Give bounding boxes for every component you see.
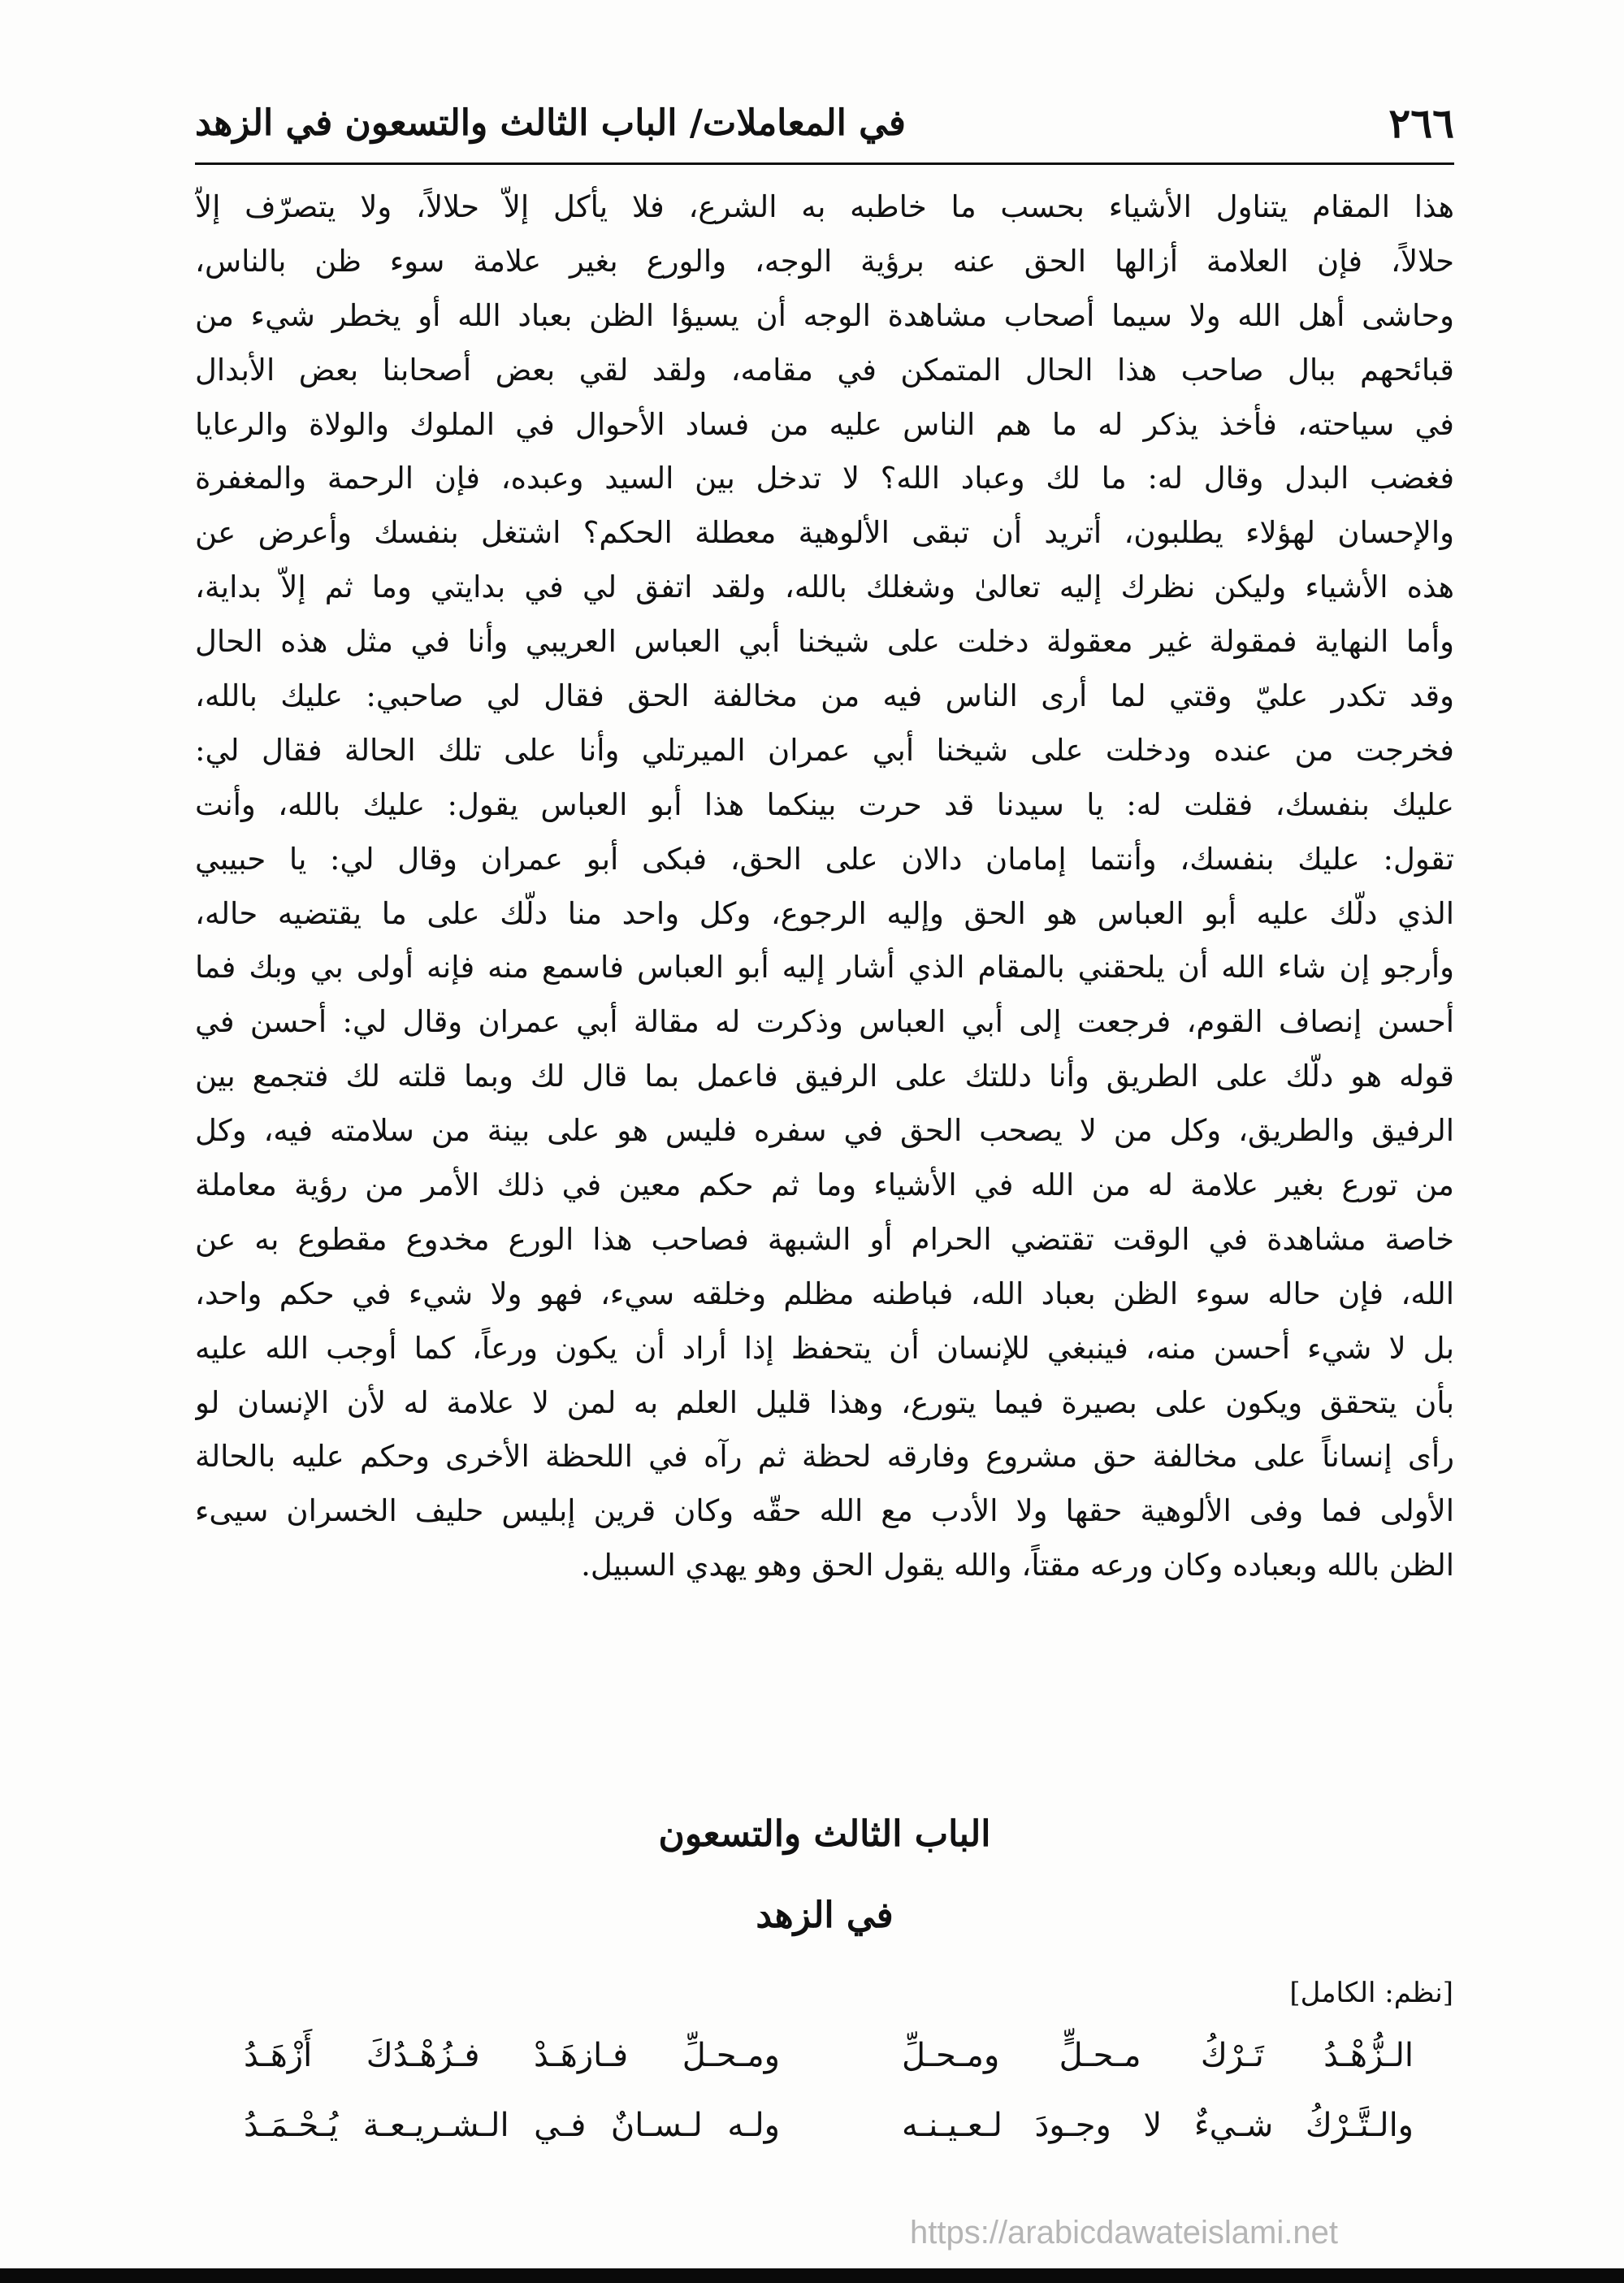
poem-verse xyxy=(195,2023,1454,2093)
poem-verse xyxy=(195,2093,1454,2163)
text-line: قوله هو دلّك على الطريق وأنا دللتك على الرفيق فاعمل بما قال لك وبما قلته لك فتجمع بين xyxy=(195,1059,1454,1094)
text-line: رأى إنساناً على مخالفة حق مشروع وفارقه لحظة ثم رآه في اللحظة الأخرى وحكم عليه بالحالة xyxy=(195,1439,1454,1475)
text-line: تقول: عليك بنفسك، وأنتما إمامان دالان على الحق، فبكى أبو عمران وقال لي: يا حبيبي xyxy=(195,841,1454,877)
verse-first-hemistich: الـزُّهْـدُ تَـرْكُ مـحـلٍّ ومـحـلِّ xyxy=(902,2037,1414,2074)
verse-first-hemistich: والـتَّـرْكُ شـيءٌ لا وجـودَ لـعـيـنـه xyxy=(902,2107,1414,2144)
text-line: الذي دلّك عليه أبو العباس هو الحق وإليه الرجوع، وكل واحد منا دلّك على ما يقتضيه حاله، xyxy=(195,895,1454,931)
text-line: حلالاً، فإن العلامة أزالها الحق عنه برؤية الوجه، والورع بغير علامة سوء ظن بالناس، xyxy=(195,243,1454,279)
text-line: وحاشى أهل الله ولا سيما أصحاب مشاهدة الوجه أن يسيؤا الظن بعباد الله أو يخطر شيء من xyxy=(195,297,1454,333)
watermark-url: https://arabicdawateislami.net xyxy=(910,2215,1338,2251)
header-rule xyxy=(195,162,1454,165)
text-line: هذه الأشياء وليكن نظرك إليه تعالىٰ وشغلك بالله، ولقد اتفق لي في بدايتي وما ثم إلاّ بداية، xyxy=(195,570,1454,605)
text-line: خاصة مشاهدة في الوقت تقتضي الحرام أو الشبهة فصاحب هذا الورع مخدوع مقطوع به عن xyxy=(195,1221,1454,1257)
text-line: بأن يتحقق ويكون على بصيرة فيما يتورع، وهذا قليل العلم به لمن لا علامة له لأن الإنسان لو xyxy=(195,1384,1454,1420)
text-line: فخرجت من عنده ودخلت على شيخنا أبي عمران الميرتلي وأنا على تلك الحالة فقال لي: xyxy=(195,732,1454,768)
text-line: الأولى فما وفى الألوهية حقها ولا الأدب مع الله حقّه وكان قرين إبليس حليف الخسران سيىء xyxy=(195,1493,1454,1529)
page-number: ٢٦٦ xyxy=(1388,99,1454,147)
text-line: والإحسان لهؤلاء يطلبون، أتريد أن تبقى الألوهية معطلة الحكم؟ اشتغل بنفسك وأعرض عن xyxy=(195,515,1454,551)
text-line: في سياحته، فأخذ يذكر له ما هم الناس عليه من فساد الأحوال في الملوك والولاة والرعايا xyxy=(195,406,1454,442)
text-line: الله، فإن حاله سوء الظن بعباد الله، فباطنه مظلم وخلقه سيء، فهو ولا شيء في حكم واحد، xyxy=(195,1276,1454,1311)
text-line: وأما النهاية فمقولة غير معقولة دخلت على شيخنا أبي العباس العريبي وأنا في مثل هذه الحال xyxy=(195,624,1454,660)
text-line: الظن بالله وبعباده وكان ورعه مقتاً، والله يقول الحق وهو يهدي السبيل. xyxy=(581,1548,1454,1583)
running-head-title: في المعاملات/ الباب الثالث والتسعون في الزهد xyxy=(195,102,906,144)
scan-bottom-edge xyxy=(0,2268,1624,2283)
text-line: هذا المقام يتناول الأشياء بحسب ما خاطبه به الشرع، فلا يأكل إلاّ حلالاً، ولا يتصرّف إلاّ xyxy=(195,189,1454,224)
text-line: عليك بنفسك، فقلت له: يا سيدنا قد حرت بينكما هذا أبو العباس يقول: عليك بالله، وأنت xyxy=(195,786,1454,822)
text-line: من تورع بغير علامة له من الله في الأشياء وما ثم حكم معين في ذلك الأمر من رؤية معاملة xyxy=(195,1167,1454,1203)
text-line: قبائحهم ببال صاحب هذا الحال المتمكن في مقامه، ولقد لقي بعض أصحابنا بعض الأبدال xyxy=(195,352,1454,388)
poem-meter-note: [نظم: الكامل] xyxy=(1289,1977,1453,2009)
text-line: فغضب البدل وقال له: ما لك وعباد الله؟ لا تدخل بين السيد وعبده، فإن الرحمة والمغفرة xyxy=(195,461,1454,496)
verse-second-hemistich: ومـحـلِّ فـازهَـدْ فـزُهْـدُكَ أَزْهَـدُ xyxy=(244,2037,780,2074)
text-line: الرفيق والطريق، وكل من لا يصحب الحق في سفره فليس هو على بينة من سلامته فيه، وكل xyxy=(195,1113,1454,1149)
chapter-title: الباب الثالث والتسعون xyxy=(658,1813,991,1855)
text-line: أحسن إنصاف القوم، فرجعت إلى أبي العباس وذكرت له مقالة أبي عمران وقال لي: أحسن في xyxy=(195,1004,1454,1040)
text-line: بل لا شيء أحسن منه، فينبغي للإنسان أن يتحفظ إذا أراد أن يكون ورعاً، كما أوجب الله عليه xyxy=(195,1330,1454,1366)
body-text xyxy=(195,180,1454,1593)
verse-second-hemistich: ولـه لـسـانٌ فـي الـشـريـعـة يُـحْـمَـدُ xyxy=(244,2107,780,2144)
chapter-subtitle: في الزهد xyxy=(756,1895,894,1936)
poem xyxy=(195,2023,1454,2163)
text-line: وأرجو إن شاء الله أن يلحقني بالمقام الذي أشار إليه أبو العباس فاسمع منه فإنه أولى بي وبك فما xyxy=(195,950,1454,986)
text-line: وقد تكدر عليّ وقتي لما أرى الناس فيه من مخالفة الحق فقال لي صاحبي: عليك بالله، xyxy=(195,678,1454,714)
running-head xyxy=(195,96,1454,154)
